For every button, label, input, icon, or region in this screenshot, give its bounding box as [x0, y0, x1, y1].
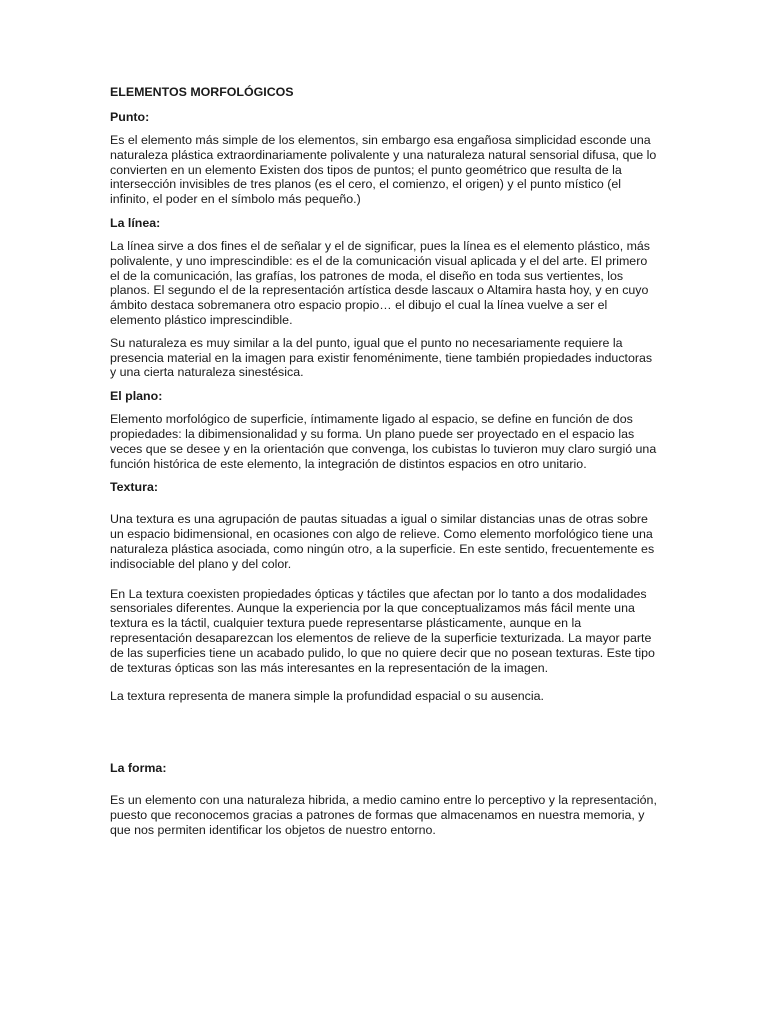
heading-linea: La línea:	[110, 215, 161, 230]
spacer	[110, 503, 658, 512]
spacer	[110, 784, 658, 793]
heading-plano: El plano:	[110, 389, 163, 404]
spacer	[110, 712, 658, 760]
heading-forma: La forma:	[110, 761, 167, 776]
paragraph-linea-2: Su naturaleza es muy similar a la del punto, igual que el punto no necesariamente requiere la presencia material en la imagen para existir fenoménimente, tiene también propiedades inductoras y una cierta naturaleza sinestésica.	[110, 335, 653, 380]
paragraph-textura-3: La textura representa de manera simple la profundidad espacial o su ausencia.	[110, 689, 544, 704]
paragraph-linea-1: La línea sirve a dos fines el de señalar y el de significar, pues la línea es el elemento plástico, más polivalente, y uno imprescindible: es el de la comunicación visual aplicada y el del arte. El primero el de la comunicación, las grafías, los patrones de moda, el diseño en toda sus vertientes, los planos. El segundo el de la representación artística desde lascaux o Altamira hasta hoy, y en cuyo ámbito destaca sobremanera otro espacio propio… el dibujo el cual la línea vuelve a ser el elemento plástico imprescindible.	[110, 238, 650, 327]
paragraph-plano-1: Elemento morfológico de superficie, íntimamente ligado al espacio, se define en función de dos propiedades: la dibimensionalidad y su forma. Un plano puede ser proyectado en el espacio las veces que se desee y en la orientación que convenga, los cubistas lo tuvieron muy claro surgió una función histórica de este elemento, la integración de distintos espacios en otro unitario.	[110, 412, 657, 471]
document-title: ELEMENTOS MORFOLÓGICOS	[110, 85, 294, 99]
heading-punto: Punto:	[110, 110, 150, 124]
paragraph-punto-1: Es el elemento más simple de los elementos, sin embargo esa engañosa simplicidad esconde una naturaleza plástica extraordinariamente polivalente y una naturaleza natural sensorial difusa, que lo convierten en un elemento Existen dos tipos de puntos; el punto geométrico que resulta de la intersección invisibles de tres planos (es el cero, el comienzo, el origen) y el punto místico (el infinito, el poder en el símbolo más pequeño.)	[110, 133, 657, 207]
spacer	[110, 580, 658, 587]
paragraph-forma-1: Es un elemento con una naturaleza hibrida, a medio camino entre lo perceptivo y la representación, puesto que reconocemos gracias a patrones de formas que almacenamos en nuestra memoria, y que nos permiten identificar los objetos de nuestro entorno.	[110, 793, 657, 837]
paragraph-textura-1: Una textura es una agrupación de pautas situadas a igual o similar distancias unas de otras sobre un espacio bidimensional, en ocasiones con algo de relieve. Como elemento morfológico tiene una naturaleza plástica asociada, como ningún otro, a la superficie. En este sentido, frecuentemente es indisociable del plano y del color.	[110, 512, 655, 571]
paragraph-textura-2: En La textura coexisten propiedades ópticas y táctiles que afectan por lo tanto a dos modalidades sensoriales diferentes. Aunque la experiencia por la que conceptualizamos más fácil mente una textura es la táctil, cualquier textura puede representarse plásticamente, aunque en la representación desaparezcan los elementos de relieve de la superficie texturizada. La mayor parte de las superficies tiene un acabado pulido, lo que no quiere decir que no posean texturas. Este tipo de texturas ópticas son las más interesantes en la representación de la imagen.	[110, 586, 655, 675]
document-page	[110, 84, 658, 846]
heading-textura: Textura:	[110, 480, 158, 495]
